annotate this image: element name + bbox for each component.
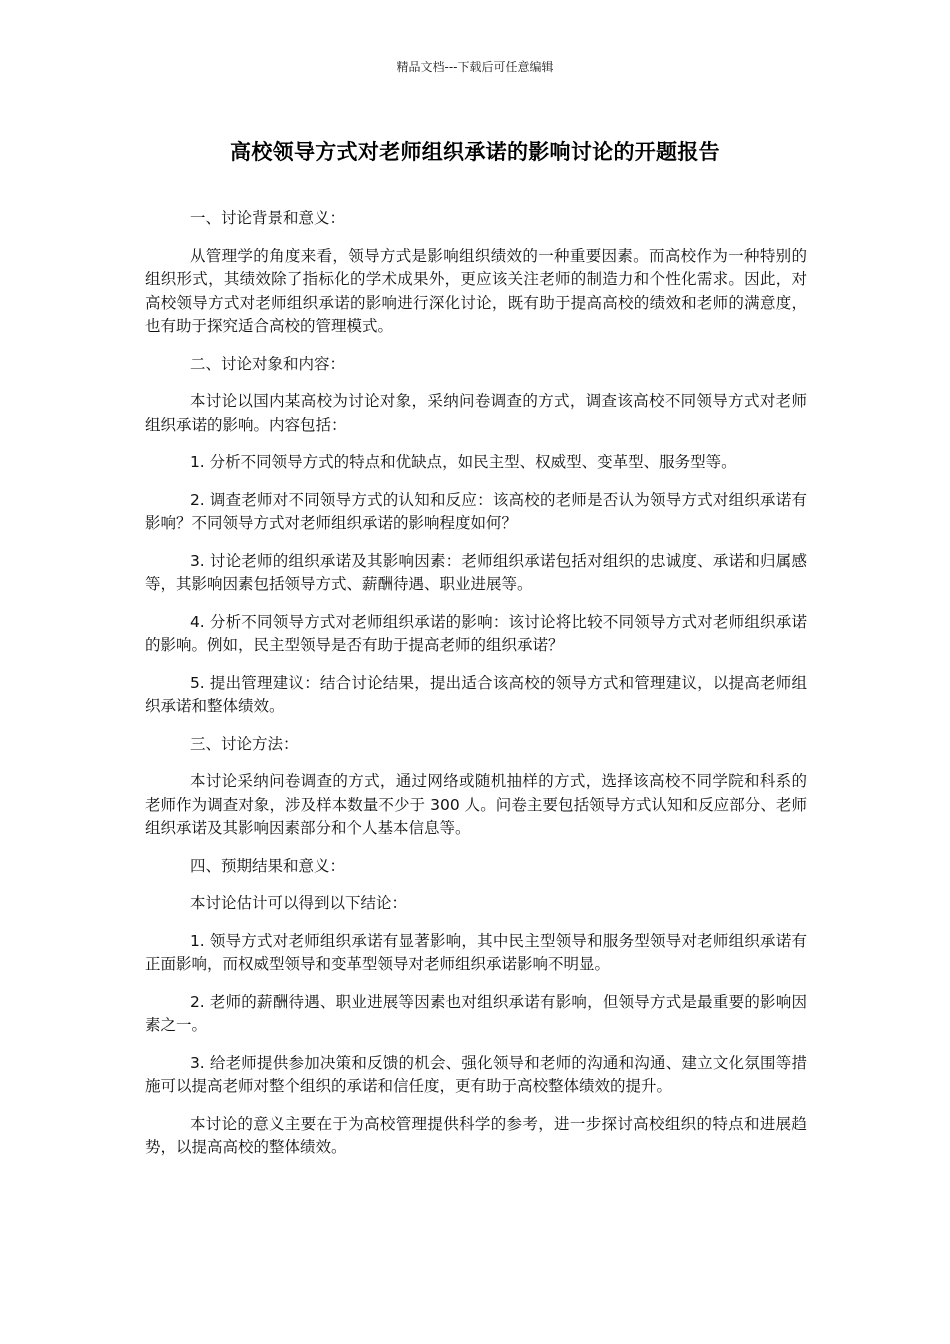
list-item-results-3: 3. 给老师提供参加决策和反馈的机会、强化领导和老师的沟通和沟通、建立文化氛围等措施可以提高老师对整个组织的承诺和信任度，更有助于高校整体绩效的提升。 [145, 1053, 807, 1095]
document-title: 高校领导方式对老师组织承诺的影响讨论的开题报告 [230, 140, 720, 164]
list-item-content-2: 2. 调查老师对不同领导方式的认知和反应：该高校的老师是否认为领导方式对组织承诺有影响？不同领导方式对老师组织承诺的影响程度如何？ [145, 490, 807, 532]
list-item-results-2: 2. 老师的薪酬待遇、职业进展等因素也对组织承诺有影响，但领导方式是最重要的影响因素之一。 [145, 992, 807, 1034]
section-heading-method: 三、讨论方法： [189, 734, 299, 753]
paragraph-method: 本讨论采纳问卷调查的方式，通过网络或随机抽样的方式，选择该高校不同学院和科系的老师作为调查对象，涉及样本数量不少于 300 人。问卷主要包括领导方式认知和反应部分、老师组织承诺及其影响因素部分和个人基本信息等。 [145, 772, 807, 837]
list-item-content-3: 3. 讨论老师的组织承诺及其影响因素：老师组织承诺包括对组织的忠诚度、承诺和归属感等，其影响因素包括领导方式、薪酬待遇、职业进展等。 [145, 551, 807, 593]
list-item-results-1: 1. 领导方式对老师组织承诺有显著影响，其中民主型领导和服务型领导对老师组织承诺有正面影响，而权威型领导和变革型领导对老师组织承诺影响不明显。 [145, 931, 807, 973]
paragraph-results-intro: 本讨论估计可以得到以下结论： [189, 894, 407, 912]
section-heading-background: 一、讨论背景和意义： [189, 209, 345, 227]
page-header: 精品文档---下载后可任意编辑 [396, 60, 554, 74]
paragraph-content-intro: 本讨论以国内某高校为讨论对象，采纳问卷调查的方式，调查该高校不同领导方式对老师组织承诺的影响。内容包括： [145, 392, 807, 434]
section-heading-results: 四、预期结果和意义： [189, 856, 345, 875]
list-item-content-4: 4. 分析不同领导方式对老师组织承诺的影响：该讨论将比较不同领导方式对老师组织承诺的影响。例如，民主型领导是否有助于提高老师的组织承诺？ [145, 612, 807, 654]
section-heading-content: 二、讨论对象和内容： [189, 354, 345, 373]
list-item-content-5: 5. 提出管理建议：结合讨论结果，提出适合该高校的领导方式和管理建议，以提高老师组织承诺和整体绩效。 [145, 673, 807, 715]
paragraph-background: 从管理学的角度来看，领导方式是影响组织绩效的一种重要因素。而高校作为一种特别的组织形式，其绩效除了指标化的学术成果外，更应该关注老师的制造力和个性化需求。因此，对高校领导方式对老师组织承诺的影响进行深化讨论，既有助于提高高校的绩效和老师的满意度，也有助于探究适合高校的管理模式。 [145, 246, 807, 335]
paragraph-significance: 本讨论的意义主要在于为高校管理提供科学的参考，进一步探讨高校组织的特点和进展趋势，以提高高校的整体绩效。 [145, 1114, 807, 1156]
list-item-content-1: 1. 分析不同领导方式的特点和优缺点，如民主型、权威型、变革型、服务型等。 [189, 453, 737, 471]
document-body [145, 207, 807, 1174]
